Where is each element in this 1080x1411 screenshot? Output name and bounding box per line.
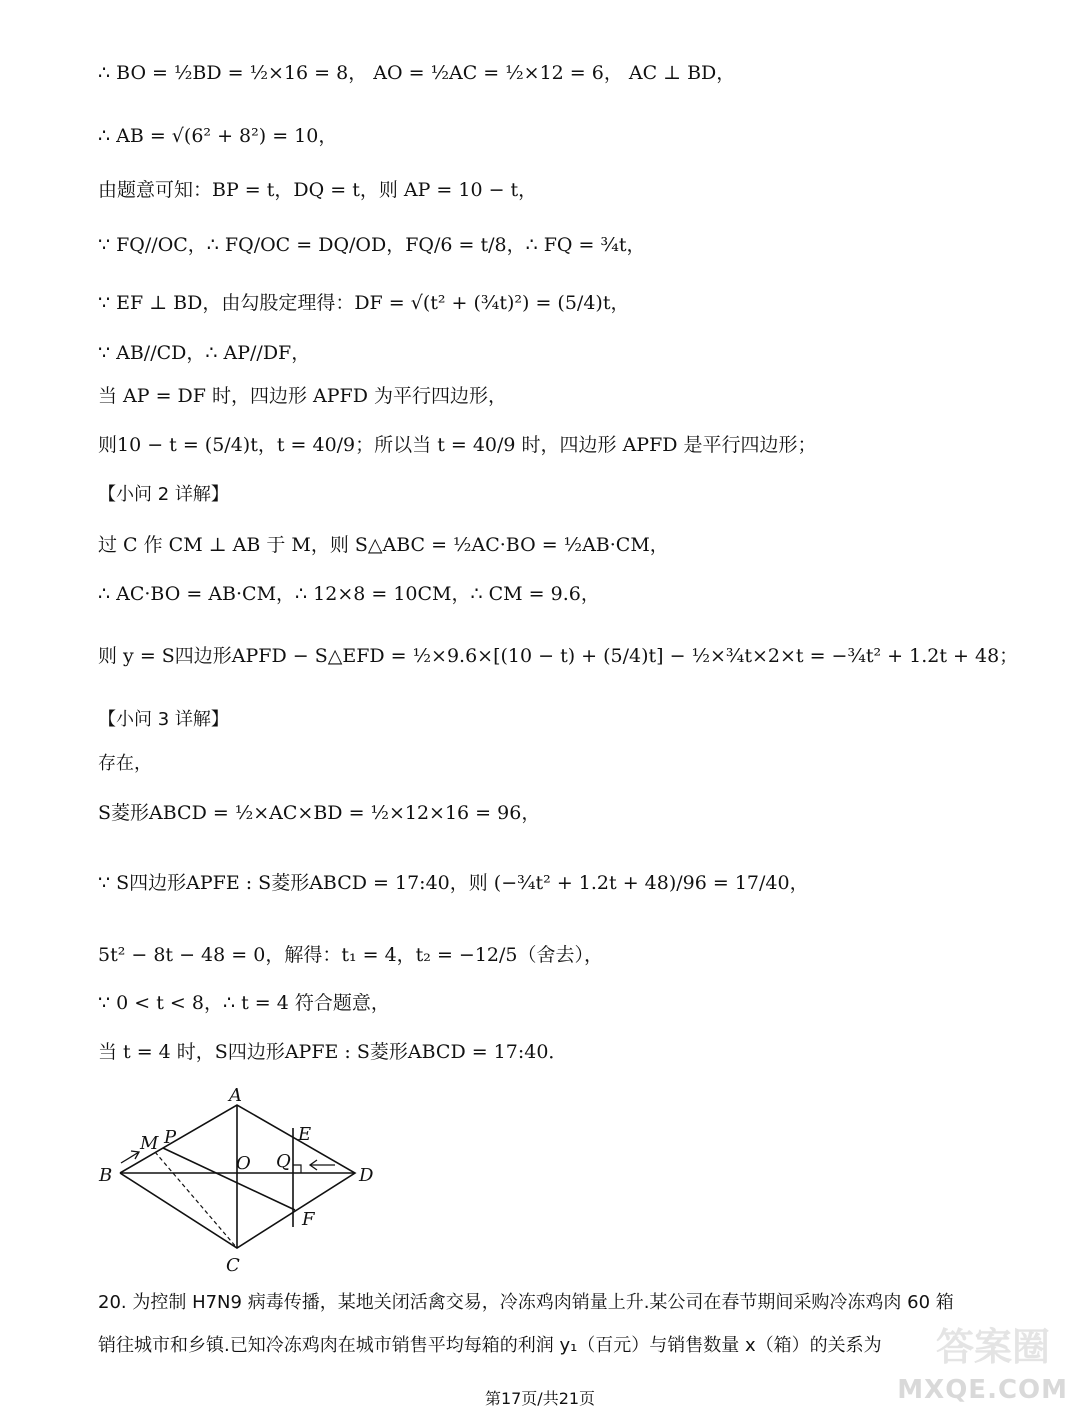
section-heading-q3: 【小问 3 详解】 bbox=[98, 709, 229, 730]
watermark-logo-text: 答案圈 bbox=[935, 1325, 1050, 1369]
segment-cm-dashed bbox=[155, 1152, 237, 1248]
solution-line-7: 当 AP = DF 时，四边形 APFD 为平行四边形， bbox=[98, 385, 508, 407]
solution-line-15: S菱形ABCD = ½×AC×BD = ½×12×16 = 96， bbox=[98, 802, 541, 824]
solution-line-2: ∴ AB = √(6² + 8²) = 10， bbox=[98, 125, 338, 147]
solution-line-6: ∵ AB//CD，∴ AP//DF， bbox=[98, 342, 311, 364]
label-a: A bbox=[229, 1085, 242, 1106]
solution-line-8: 则10 − t = (5/4)t，t = 40/9；所以当 t = 40/9 时，四边形 APFD 是平行四边形； bbox=[98, 434, 817, 456]
solution-line-4: ∵ FQ//OC，∴ FQ/OC = DQ/OD，FQ/6 = t/8，∴ FQ = ¾t， bbox=[98, 234, 646, 256]
solution-line-16: ∵ S四边形APFE : S菱形ABCD = 17:40，则 (−¾t² + 1.2t + 48)/96 = 17/40， bbox=[98, 872, 809, 894]
solution-line-10: 过 C 作 CM ⊥ AB 于 M，则 S△ABC = ½AC·BO = ½AB·CM， bbox=[98, 534, 669, 556]
question-20-line-2: 销往城市和乡镇.已知冷冻鸡肉在城市销售平均每箱的利润 y₁（百元）与销售数量 x（箱）的关系为 bbox=[98, 1335, 882, 1356]
watermark-url: MXQE.COM bbox=[897, 1375, 1068, 1405]
right-angle-mark bbox=[293, 1165, 301, 1173]
label-f: F bbox=[302, 1209, 315, 1230]
solution-line-19: 当 t = 4 时，S四边形APFE : S菱形ABCD = 17:40． bbox=[98, 1041, 568, 1063]
solution-line-12: 则 y = S四边形APFD − S△EFD = ½×9.6×[(10 − t) + (5/4)t] − ½×¾t×2×t = −¾t² + 1.2t + 48； bbox=[98, 645, 1019, 667]
label-e: E bbox=[298, 1124, 312, 1145]
label-d: D bbox=[359, 1165, 374, 1186]
solution-line-11: ∴ AC·BO = AB·CM，∴ 12×8 = 10CM，∴ CM = 9.6， bbox=[98, 583, 600, 605]
label-q: Q bbox=[276, 1151, 291, 1172]
label-c: C bbox=[226, 1255, 240, 1275]
solution-line-1: ∴ BO = ½BD = ½×16 = 8， AO = ½AC = ½×12 = 6， AC ⊥ BD， bbox=[98, 62, 736, 84]
label-p: P bbox=[164, 1127, 177, 1148]
section-heading-q2: 【小问 2 详解】 bbox=[98, 484, 229, 505]
label-m: M bbox=[140, 1133, 159, 1154]
label-b: B bbox=[99, 1165, 113, 1186]
solution-line-17: 5t² − 8t − 48 = 0，解得：t₁ = 4，t₂ = −12/5（舍去）， bbox=[98, 944, 604, 966]
solution-line-18: ∵ 0 < t < 8，∴ t = 4 符合题意， bbox=[98, 992, 390, 1014]
solution-line-5: ∵ EF ⊥ BD，由勾股定理得：DF = √(t² + (¾t)²) = (5/4)t， bbox=[98, 292, 630, 314]
label-o: O bbox=[236, 1153, 251, 1174]
rhombus-figure bbox=[95, 1085, 385, 1275]
page-number: 第17页/共21页 bbox=[484, 1389, 596, 1408]
question-20-line-1: 20. 为控制 H7N9 病毒传播，某地关闭活禽交易，冷冻鸡肉销量上升.某公司在春节期间采购冷冻鸡肉 60 箱 bbox=[98, 1292, 954, 1313]
solution-line-3: 由题意可知：BP = t，DQ = t，则 AP = 10 − t， bbox=[98, 179, 538, 201]
solution-line-14: 存在， bbox=[98, 753, 152, 774]
